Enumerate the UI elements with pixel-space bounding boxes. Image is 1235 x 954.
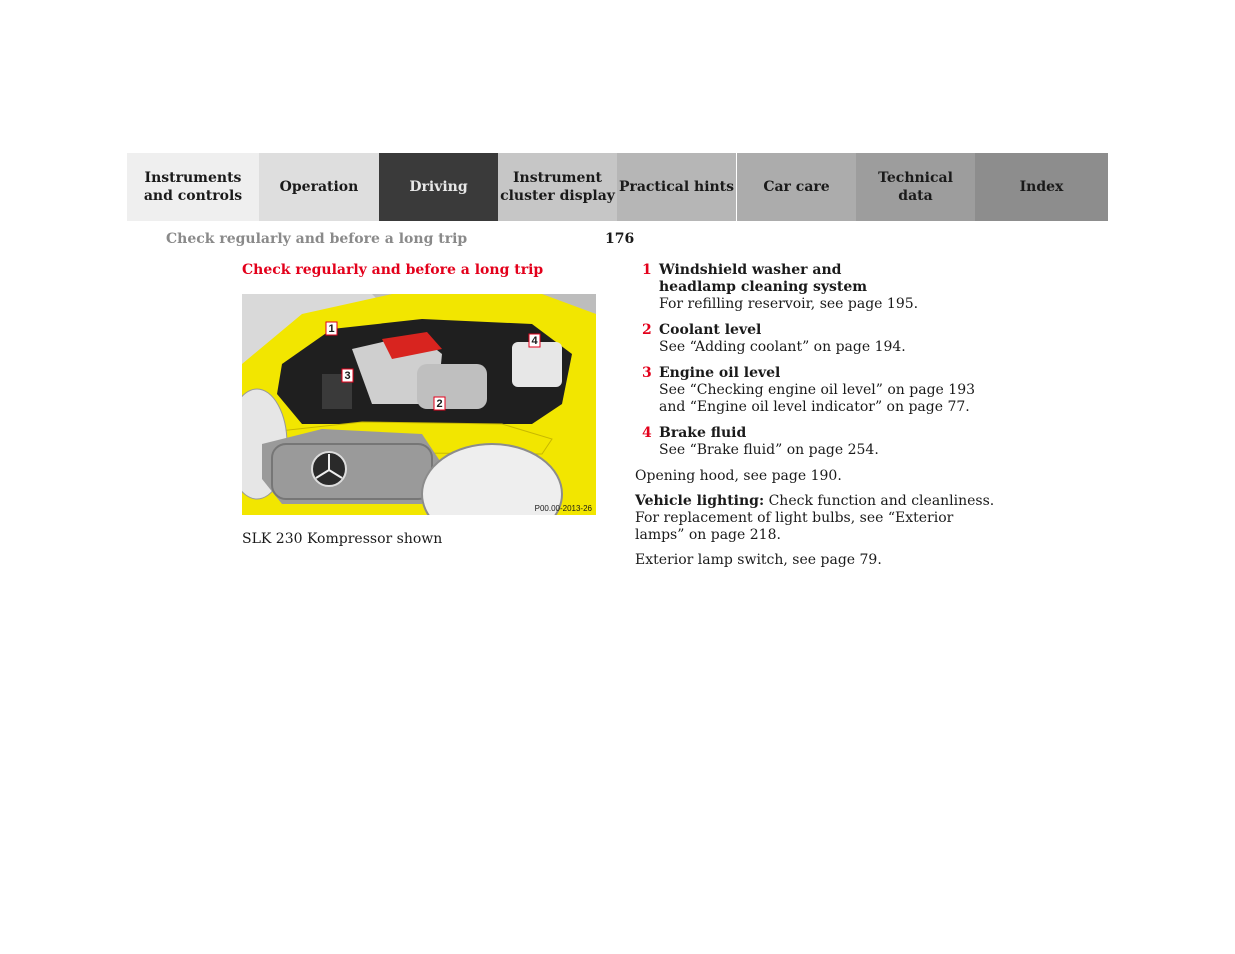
lamp-switch-note: Exterior lamp switch, see page 79.: [635, 552, 882, 568]
chapter-tab-bar: [127, 153, 1108, 221]
callout-1: 1: [328, 323, 335, 335]
callout-4: 4: [531, 335, 538, 347]
vehicle-lighting-label: Vehicle lighting:: [635, 493, 765, 509]
item-title: Windshield washer and headlamp cleaning system: [659, 262, 868, 295]
tab-index[interactable]: Index: [975, 153, 1108, 221]
item-title: Coolant level: [659, 322, 762, 338]
item-description: For refilling reservoir, see page 195.: [659, 296, 919, 312]
item-number: 4: [642, 425, 652, 441]
vehicle-lighting-text: Check function and cleanliness. For replacement of light bulbs, see “Exterior lamps” on page 218.: [635, 493, 995, 543]
item-title: Engine oil level: [659, 365, 781, 381]
page-number: 176: [605, 231, 635, 247]
tab-car-care[interactable]: Car care: [737, 153, 856, 221]
engine-illustration: [242, 294, 596, 515]
callout-2: 2: [436, 398, 443, 410]
engine-compartment-figure: [242, 294, 596, 515]
tab-operation[interactable]: Operation: [259, 153, 379, 221]
list-item: [635, 322, 995, 356]
item-description: See “Brake fluid” on page 254.: [659, 442, 879, 458]
figure-code: P00.00-2013-26: [534, 504, 592, 513]
section-title: Check regularly and before a long trip: [242, 262, 544, 278]
figure-caption: SLK 230 Kompressor shown: [242, 531, 443, 547]
list-item: [635, 262, 995, 313]
checklist-column: [635, 262, 995, 577]
item-title: Brake fluid: [659, 425, 747, 441]
opening-hood-note: Opening hood, see page 190.: [635, 468, 842, 484]
tab-practical-hints[interactable]: Practical hints: [617, 153, 737, 221]
tab-driving[interactable]: Driving: [379, 153, 498, 221]
item-number: 3: [642, 365, 652, 381]
item-description: See “Checking engine oil level” on page 193 and “Engine oil level indicator” on page 77.: [659, 382, 976, 415]
running-header: Check regularly and before a long trip: [166, 231, 468, 247]
callout-3: 3: [344, 370, 351, 382]
item-number: 1: [642, 262, 652, 278]
list-item: [635, 365, 995, 416]
item-number: 2: [642, 322, 652, 338]
vehicle-lighting-note: [635, 493, 995, 544]
tab-technical-data[interactable]: Technical data: [856, 153, 975, 221]
tab-instrument-cluster-display[interactable]: Instrument cluster display: [498, 153, 617, 221]
list-item: [635, 425, 995, 459]
item-description: See “Adding coolant” on page 194.: [659, 339, 906, 355]
tab-instruments-and-controls[interactable]: Instruments and controls: [127, 153, 259, 221]
